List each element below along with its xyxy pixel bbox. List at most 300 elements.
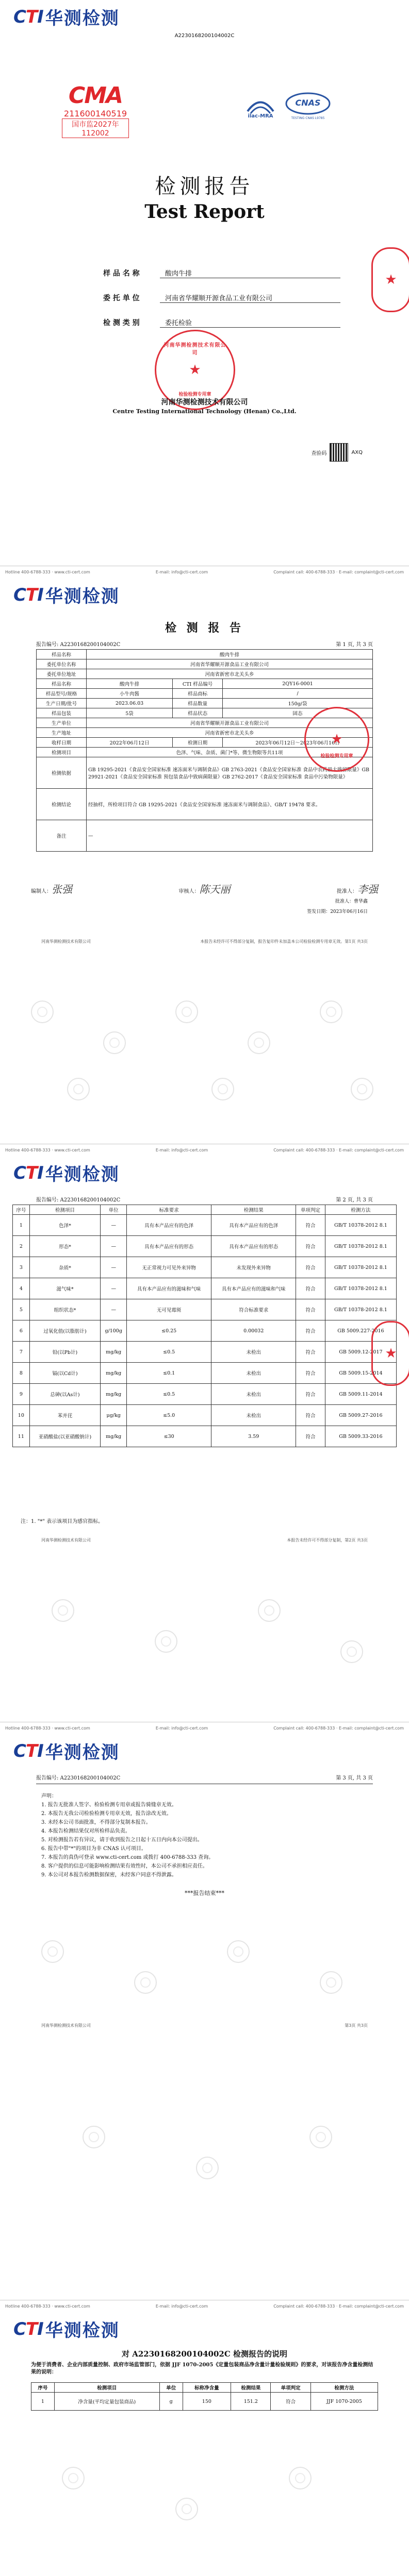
legal-note-right: 第3页 共3页: [345, 2023, 368, 2028]
qr-code-icon: [330, 443, 348, 462]
table-cell: ≤30: [127, 1426, 211, 1447]
star-icon: ★: [189, 362, 201, 378]
cnas-label: CNAS: [295, 98, 321, 108]
info-label: 样品商标: [173, 689, 223, 699]
declaration-line: 3. 未经本公司书面批准，不得部分复制本报告。: [41, 1820, 151, 1825]
table-cell: 符合标准要求: [211, 1299, 296, 1320]
declaration-list: [41, 1792, 361, 1879]
table-cell: 具有本产品应有的形态: [211, 1236, 296, 1257]
brand-logo: [13, 1160, 120, 1185]
table-cell: 4: [13, 1278, 30, 1299]
watermark-icon: [134, 1971, 157, 1994]
table-cell: ≤0.1: [127, 1363, 211, 1384]
sign-block: [337, 881, 378, 896]
footer-mid: E-mail: info@cti-cert.com: [155, 570, 208, 574]
footer-mid: E-mail: info@cti-cert.com: [155, 2304, 208, 2309]
report-serial: A2230168200104002C: [174, 33, 235, 39]
table-cell: 未发现外来异物: [211, 1257, 296, 1278]
table-row: [13, 1405, 397, 1426]
report-header: [36, 1773, 373, 1781]
table-cell: GB 5009.33-2016: [325, 1426, 396, 1447]
info-label: 检测依据: [37, 757, 87, 789]
cnas-code: TESTING CNAS L9785: [291, 116, 325, 120]
cma-mark: [62, 82, 129, 138]
cma-icon: CMA: [68, 82, 123, 109]
info-label: 样品名称: [37, 679, 87, 689]
declaration-line: 1. 报告无批准人签字、检验检测专用章或报告骑缝章无效。: [41, 1802, 177, 1808]
check-code: [311, 443, 363, 462]
table-cell: 6: [13, 1320, 30, 1342]
table-row: [31, 2393, 378, 2411]
table-cell: GB 5009.12-2017: [325, 1342, 396, 1363]
table-cell: —: [101, 1215, 127, 1236]
table-row: [13, 1384, 397, 1405]
table-cell: GB/T 10378-2012 8.1: [325, 1236, 396, 1257]
signature-approver: 李强: [357, 883, 378, 895]
table-cell: 未检出: [211, 1405, 296, 1426]
ilac-icon: [242, 91, 279, 127]
signature-row: [31, 881, 378, 896]
edge-seal: [371, 247, 409, 312]
check-label: 查验码: [311, 450, 327, 456]
info-label: 样品包装: [37, 708, 87, 718]
declaration-line: 声明：: [41, 1793, 57, 1799]
table-cell: 总砷(以As计): [29, 1384, 101, 1405]
table-cell: GB/T 10378-2012 8.1: [325, 1299, 396, 1320]
info-value: 小牛肉酱: [87, 689, 173, 699]
info-row: [37, 689, 373, 699]
report-page-2: [0, 1156, 409, 1734]
info-value: GB 19295-2021《食品安全国家标准 速冻面米与调制食品》GB 2763-2021《食品安全国家标准 食品中农药最大残留限量》GB 29921-2021《食品安全国家标准 预包装食品中致病菌限量》GB 2762-2017《食品安全国家标准 食品中污染物限量》: [87, 757, 373, 789]
table-cell: 5: [13, 1299, 30, 1320]
company-name-en: Centre Testing International Technology (Henan) Co.,Ltd.: [112, 408, 297, 415]
footer-left: Hotline 400-6788-333 · www.cti-cert.com: [5, 1148, 90, 1153]
brand-logo: [13, 2316, 120, 2342]
info-value: 2023年06月12日～2023年06月16日: [223, 738, 373, 748]
table-cell: ≤0.25: [127, 1320, 211, 1342]
report-end-mark: ***报告结束***: [185, 1890, 224, 1896]
info-value: 酸肉牛排: [87, 650, 373, 659]
table-cell: GB 5009.15-2014: [325, 1363, 396, 1384]
brand-cn-text: 华测检测: [45, 1164, 120, 1185]
watermark-icon: [52, 1599, 74, 1622]
info-label: 样品状态: [173, 708, 223, 718]
info-value: 酸肉牛排: [87, 679, 173, 689]
table-cell: 镉(以Cd计): [29, 1363, 101, 1384]
page-legal-note: [41, 2023, 368, 2028]
ilac-label: ilac-MRA: [248, 113, 273, 119]
brand-logo: [13, 582, 120, 607]
column-header: 序号: [31, 2383, 55, 2393]
column-header: 标准要求: [127, 1205, 211, 1215]
page-footer: [0, 566, 409, 578]
cover-fields: [103, 268, 340, 328]
star-icon: ★: [331, 732, 343, 747]
info-label: 样品数量: [173, 699, 223, 708]
info-row: [37, 789, 373, 820]
page-number: 第 3 页, 共 3 页: [336, 1775, 373, 1781]
info-label: 检测结论: [37, 789, 87, 820]
table-cell: 7: [13, 1342, 30, 1363]
seal-bottom-text: 检验检测专用章: [320, 754, 353, 759]
field-label: 委 托 单 位: [103, 294, 140, 302]
inspection-seal: [304, 707, 369, 772]
watermark-icon: [62, 2467, 85, 2489]
watermark-icon: [103, 1031, 126, 1054]
column-header: 单项判定: [296, 1205, 325, 1215]
ilac-mark: [242, 91, 279, 127]
footer-right: Complaint call: 400-6788-333 · E-mail: complaint@cti-cert.com: [273, 1148, 404, 1153]
table-cell: 具有本产品应有的色泽: [211, 1215, 296, 1236]
table-row: [13, 1236, 397, 1257]
table-row: [13, 1278, 397, 1299]
table-cell: 滋气味*: [29, 1278, 101, 1299]
table-row: [13, 1257, 397, 1278]
table-cell: 具有本产品应有的色泽: [127, 1215, 211, 1236]
watermark-icon: [67, 1078, 90, 1100]
watermark-icon: [320, 1971, 342, 1994]
explanation-title: 对 A2230168200104002C 检测报告的说明: [121, 2349, 287, 2359]
column-header: 检测方法: [310, 2383, 378, 2393]
footer-right: Complaint call: 400-6788-333 · E-mail: complaint@cti-cert.com: [273, 2304, 404, 2309]
info-row: [37, 679, 373, 689]
watermark-icon: [258, 1599, 281, 1622]
table-row: [13, 1342, 397, 1363]
info-value: 经抽样，所检项目符合 GB 19295-2021《食品安全国家标准 速冻面米与调制食品》、GB/T 19478 要求。: [87, 789, 373, 820]
info-value: —: [87, 820, 373, 852]
declaration-line: 4. 本报告检测结果仅对所检样品负责。: [41, 1828, 130, 1834]
brand-cn-text: 华测检测: [45, 1742, 120, 1763]
table-cell: 具有本产品应有的滋味和气味: [211, 1278, 296, 1299]
report-header: [36, 640, 373, 648]
watermark-icon: [227, 1940, 250, 1963]
info-value: 150g/袋: [223, 699, 373, 708]
page-number: 第 1 页, 共 3 页: [336, 642, 373, 648]
table-cell: ≤0.5: [127, 1384, 211, 1405]
watermark-icon: [351, 1078, 373, 1100]
report-number: 报告编号: A2230168200104002C: [36, 642, 121, 648]
legal-note-left: 河南华测检测技术有限公司: [41, 939, 91, 944]
table-cell: 符合: [296, 1320, 325, 1342]
legal-note-left: 河南华测检测技术有限公司: [41, 2023, 91, 2028]
table-row: [13, 1215, 397, 1236]
table-cell: mg/kg: [101, 1426, 127, 1447]
table-row: [13, 1320, 397, 1342]
page-footer: [0, 2300, 409, 2312]
table-cell: 符合: [296, 1342, 325, 1363]
net-content-table: [31, 2382, 378, 2411]
info-value: 固态: [223, 708, 373, 718]
info-label: 样品名称: [37, 650, 87, 659]
table-cell: GB 5009.27-2016: [325, 1405, 396, 1426]
table-cell: 符合: [296, 1215, 325, 1236]
info-label: 生产单位: [37, 718, 87, 728]
table-cell: GB 5009.227-2016: [325, 1320, 396, 1342]
table-cell: 符合: [296, 1405, 325, 1426]
info-label: 生产地址: [37, 728, 87, 738]
star-icon: ★: [385, 1346, 397, 1361]
cover-title-cn: 检测报告: [155, 175, 254, 198]
info-label: 备注: [37, 820, 87, 852]
watermark-icon: [155, 1630, 177, 1653]
info-label: 委托单位名称: [37, 659, 87, 669]
cover-page: [0, 0, 409, 578]
info-label: 收样日期: [37, 738, 87, 748]
table-cell: g: [159, 2393, 183, 2411]
table-cell: —: [101, 1236, 127, 1257]
table-cell: 符合: [296, 1363, 325, 1384]
sign-date: 签发日期：2023年06月16日: [307, 909, 368, 914]
company-name-cn: 河南华测检测技术有限公司: [161, 398, 248, 406]
seal-bottom-text: 检验检测专用章: [178, 392, 211, 397]
watermark-icon: [83, 2126, 105, 2148]
page-legal-note: [41, 1537, 368, 1543]
seal-ring-text: 河南华测检测技术有限公司: [163, 343, 226, 356]
declaration-line: 7. 本报告的真伪可登录 www.cti-cert.com 或拨打 400-6788-333 查询。: [41, 1855, 214, 1860]
edge-seal: [371, 1321, 409, 1386]
cnas-mark: [285, 91, 331, 127]
column-header: 检测项目: [54, 2383, 159, 2393]
table-cell: 未检出: [211, 1363, 296, 1384]
column-header: 单位: [159, 2383, 183, 2393]
declaration-line: 8. 客户提供的信息可能影响检测结果有效性时，本公司不承担相应责任。: [41, 1863, 208, 1869]
explanation-page: [0, 2312, 409, 2576]
brand-cn-text: 华测检测: [45, 586, 120, 607]
approver-note: 批准人：曹华鑫: [335, 899, 368, 904]
table-cell: GB 5009.11-2014: [325, 1384, 396, 1405]
watermark-icon: [175, 2498, 198, 2520]
column-header: 序号: [13, 1205, 30, 1215]
watermark-icon: [41, 1940, 64, 1963]
info-label: 生产日期/批号: [37, 699, 87, 708]
table-cell: 符合: [296, 1384, 325, 1405]
table-cell: 9: [13, 1384, 30, 1405]
brand-cti-text: CTI: [13, 584, 43, 605]
table-cell: GB/T 10378-2012 8.1: [325, 1215, 396, 1236]
info-value: /: [223, 689, 373, 699]
info-value: 色泽、气味、杂质、菌门*等、微生物限等共11项: [87, 748, 373, 757]
table-cell: 苯并芘: [29, 1405, 101, 1426]
legal-note-right: 本报告未经许可不得部分复制，第2页 共3页: [287, 1538, 368, 1543]
info-value: 2022年06月12日: [87, 738, 173, 748]
column-header: 单位: [101, 1205, 127, 1215]
sign-label: 编制人：: [31, 889, 52, 894]
table-cell: ≤5.0: [127, 1405, 211, 1426]
table-cell: 未检出: [211, 1342, 296, 1363]
table-cell: 151.2: [231, 2393, 271, 2411]
table-row: [13, 1426, 397, 1447]
signature-reviewer: 陈天丽: [199, 883, 231, 895]
info-value: 2QY16-0001: [223, 679, 373, 689]
info-value: 河南省华耀顺开源食品工业有限公司: [87, 659, 373, 669]
declaration-line: 9. 本公司对本报告检测数据保密，未经客户同意不得泄露。: [41, 1872, 177, 1878]
legal-note-right: 本报告未经许可不得部分复制，报告复印件未加盖本公司检验检测专用章无效。第1页 共3页: [200, 939, 368, 944]
check-code-value: AXQ: [351, 449, 363, 455]
table-cell: g/100g: [101, 1320, 127, 1342]
table-cell: 符合: [296, 1236, 325, 1257]
cma-code: 211600140519: [63, 109, 127, 118]
table-cell: mg/kg: [101, 1363, 127, 1384]
page-title: 检 测 报 告: [165, 621, 244, 635]
table-cell: 铅(以Pb计): [29, 1342, 101, 1363]
table-cell: 3.59: [211, 1426, 296, 1447]
cma-code2: 国市监2027年112002: [62, 118, 129, 138]
table-cell: 1: [13, 1215, 30, 1236]
footer-mid: E-mail: info@cti-cert.com: [155, 1148, 208, 1153]
table-cell: ≤0.5: [127, 1342, 211, 1363]
legal-note-left: 河南华测检测技术有限公司: [41, 1538, 91, 1543]
footer-left: Hotline 400-6788-333 · www.cti-cert.com: [5, 1726, 90, 1731]
table-cell: 1: [31, 2393, 55, 2411]
declaration-line: 2. 本报告无我公司检验检测专用章无效，报告涂改无效。: [41, 1811, 172, 1817]
table-cell: 8: [13, 1363, 30, 1384]
results-note: 注：1. "*" 表示该项目为感官指标。: [21, 1519, 104, 1524]
watermark-icon: [309, 2126, 332, 2148]
column-header: 检测项目: [29, 1205, 101, 1215]
brand-cn-text: 华测检测: [45, 8, 120, 29]
info-row: [37, 669, 373, 679]
page-number: 第 2 页, 共 3 页: [336, 1197, 373, 1203]
table-cell: 符合: [296, 1278, 325, 1299]
table-cell: 亚硝酸盐(以亚硝酸钠计): [29, 1426, 101, 1447]
table-cell: 无可见霉斑: [127, 1299, 211, 1320]
table-cell: 色泽*: [29, 1215, 101, 1236]
brand-cti-text: CTI: [13, 6, 43, 27]
brand-cti-text: CTI: [13, 1740, 43, 1761]
table-cell: 净含量(平均定量包装商品): [54, 2393, 159, 2411]
table-cell: 10: [13, 1405, 30, 1426]
info-value: 2023.06.03: [87, 699, 173, 708]
sign-block: [31, 881, 72, 896]
field-value: 河南省华耀顺开源食品工业有限公司: [160, 293, 340, 303]
info-value: 5袋: [87, 708, 173, 718]
brand-cti-text: CTI: [13, 2318, 43, 2340]
table-cell: 组织状态*: [29, 1299, 101, 1320]
table-row: [13, 1363, 397, 1384]
column-header: 标称净含量: [183, 2383, 231, 2393]
table-cell: 杂质*: [29, 1257, 101, 1278]
info-row: [37, 659, 373, 669]
info-value: 河南省新密市北关头乡: [87, 669, 373, 679]
column-header: 单项判定: [271, 2383, 310, 2393]
signature-compiler: 张强: [52, 883, 72, 895]
table-cell: 0.00032: [211, 1320, 296, 1342]
watermark-icon: [289, 2467, 312, 2489]
cover-title-en: Test Report: [144, 201, 265, 223]
info-label: 检测项目: [37, 748, 87, 757]
footer-right: Complaint call: 400-6788-333 · E-mail: complaint@cti-cert.com: [273, 1726, 404, 1731]
table-cell: —: [101, 1278, 127, 1299]
footer-right: Complaint call: 400-6788-333 · E-mail: complaint@cti-cert.com: [273, 570, 404, 574]
table-cell: 150: [183, 2393, 231, 2411]
watermark-icon: [340, 1640, 363, 1663]
page-legal-note: [41, 939, 368, 944]
brand-logo: [13, 4, 120, 29]
table-cell: 11: [13, 1426, 30, 1447]
table-cell: 符合: [296, 1426, 325, 1447]
table-row: [13, 1299, 397, 1320]
brand-cti-text: CTI: [13, 1162, 43, 1183]
sign-label: 批准人：: [337, 889, 357, 894]
info-row: [37, 650, 373, 659]
footer-mid: E-mail: info@cti-cert.com: [155, 1726, 208, 1731]
table-cell: —: [101, 1257, 127, 1278]
column-header: 检测结果: [211, 1205, 296, 1215]
watermark-icon: [320, 1001, 342, 1023]
field-value: 酸肉牛排: [160, 268, 340, 278]
table-cell: 未检出: [211, 1384, 296, 1405]
sign-label: 审核人：: [178, 889, 200, 894]
declaration-line: 6. 报告中带"*"的项目为非 CNAS 认可项目。: [41, 1846, 146, 1852]
info-value: 河南省新密市北关头乡: [87, 728, 373, 738]
brand-cn-text: 华测检测: [45, 2320, 120, 2341]
info-value: 河南省华耀顺开源食品工业有限公司: [87, 718, 373, 728]
table-cell: 无正常视力可见外来异物: [127, 1257, 211, 1278]
watermark-icon: [248, 1031, 270, 1054]
field-label: 检 测 类 别: [103, 319, 140, 327]
column-header: 检测方法: [325, 1205, 396, 1215]
table-cell: 符合: [296, 1257, 325, 1278]
column-header: 检测结果: [231, 2383, 271, 2393]
brand-logo: [13, 1738, 120, 1764]
table-cell: GB/T 10378-2012 8.1: [325, 1278, 396, 1299]
page-footer: [0, 1722, 409, 1734]
report-number: 报告编号: A2230168200104002C: [36, 1197, 121, 1203]
field-value: 委托检验: [160, 317, 340, 328]
table-cell: 符合: [296, 1299, 325, 1320]
table-cell: 形态*: [29, 1236, 101, 1257]
watermark-icon: [31, 1001, 54, 1023]
table-cell: —: [101, 1299, 127, 1320]
table-cell: μg/kg: [101, 1405, 127, 1426]
table-cell: mg/kg: [101, 1384, 127, 1405]
table-cell: 2: [13, 1236, 30, 1257]
results-table: [12, 1205, 397, 1447]
page-footer: [0, 1144, 409, 1156]
info-label: CTI 样品编号: [173, 679, 223, 689]
watermark-icon: [196, 2157, 219, 2179]
cover-field-row: [103, 317, 340, 328]
footer-left: Hotline 400-6788-333 · www.cti-cert.com: [5, 570, 90, 574]
sign-block: [179, 881, 231, 896]
table-cell: 过氧化值(以脂肪计): [29, 1320, 101, 1342]
info-label: 检测日期: [173, 738, 223, 748]
table-cell: 3: [13, 1257, 30, 1278]
cover-field-row: [103, 268, 340, 278]
field-label: 样 品 名 称: [103, 269, 140, 278]
watermark-icon: [211, 1078, 234, 1100]
table-cell: 具有本产品应有的滋味和气味: [127, 1278, 211, 1299]
table-cell: JJF 1070-2005: [310, 2393, 378, 2411]
report-page-3: [0, 1734, 409, 2312]
watermark-icon: [175, 1001, 198, 1023]
table-cell: 符合: [271, 2393, 310, 2411]
star-icon: ★: [385, 272, 397, 287]
report-number: 报告编号: A2230168200104002C: [36, 1775, 121, 1781]
info-label: 样品型号/规格: [37, 689, 87, 699]
report-page-1: [0, 578, 409, 1156]
table-cell: GB/T 10378-2012 8.1: [325, 1257, 396, 1278]
table-cell: 具有本产品应有的形态: [127, 1236, 211, 1257]
info-row: [37, 699, 373, 708]
info-label: 委托单位地址: [37, 669, 87, 679]
explanation-intro: 为便于消费者、企业内部质量控制、政府市场监管部门，依据 JJF 1070-2005《定量包装商品净含量计量检验规则》的要求，对该报告净含量检测结果的说明：: [31, 2362, 373, 2375]
footer-left: Hotline 400-6788-333 · www.cti-cert.com: [5, 2304, 90, 2309]
declaration-line: 5. 对检测报告若有异议，请于收到报告之日起十五日内向本公司提出。: [41, 1837, 203, 1843]
report-header: [36, 1195, 373, 1203]
table-cell: mg/kg: [101, 1342, 127, 1363]
cover-field-row: [103, 293, 340, 303]
